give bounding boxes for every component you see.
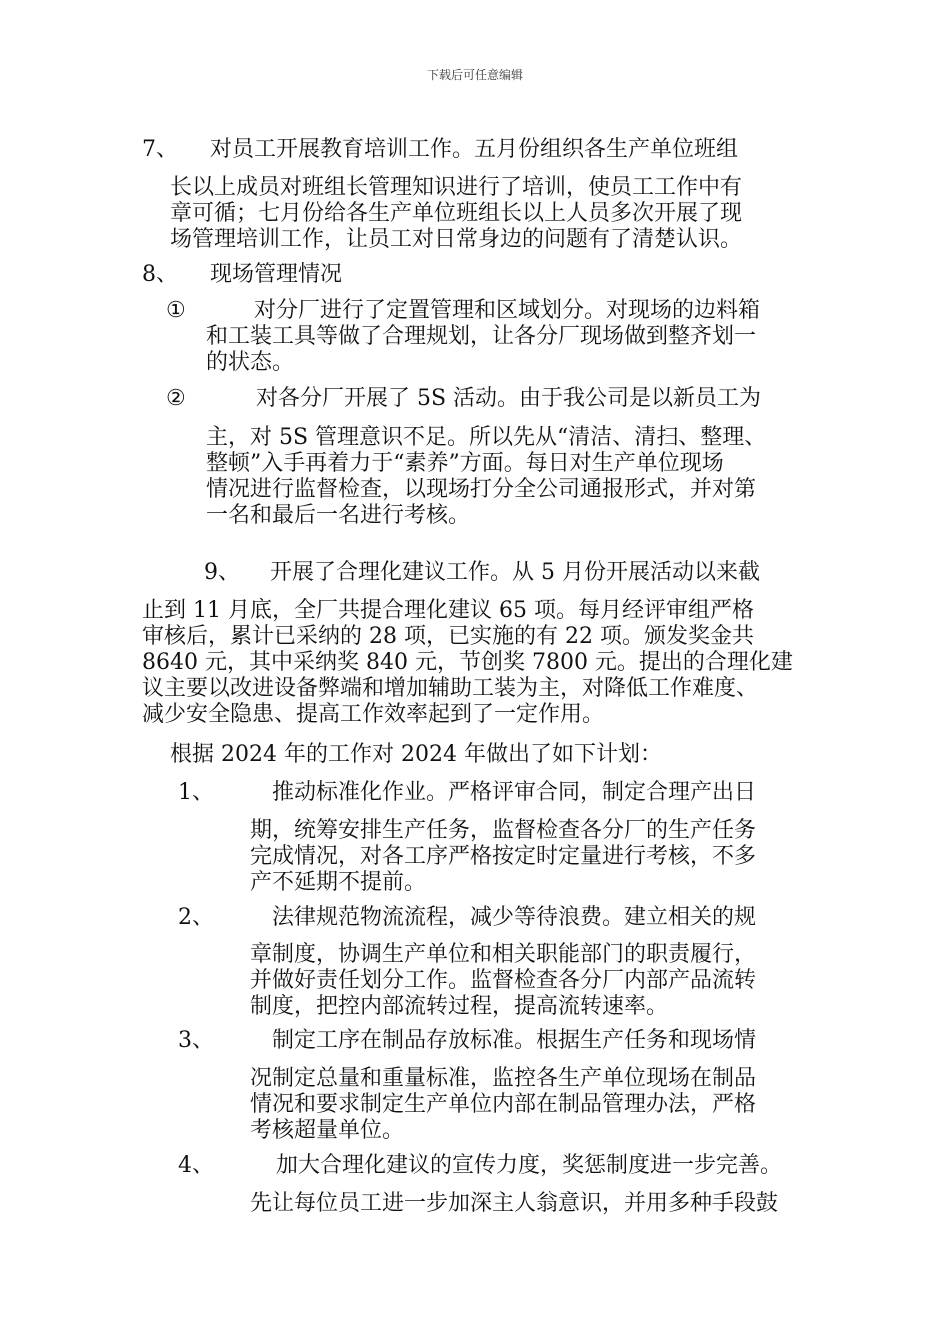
sub-item-1-line: 的状态。 [206,350,295,375]
plan-item-3-line: 情况和要求制定生产单位内部在制品管理办法，严格 [250,1092,757,1117]
plan-item-4-lead: 加大合理化建议的宣传力度，奖惩制度进一步完善。 [276,1153,783,1178]
item-8-title: 现场管理情况 [210,262,343,287]
plan-item-1-body [250,818,756,896]
sub-item-2-line: 情况进行监督检查，以现场打分全公司通报形式，并对第 [206,477,757,502]
plan-item-2-line: 并做好责任划分工作。监督检查各分厂内部产品流转 [250,968,757,993]
plan-item-1-number: 1、 [178,780,214,805]
plan-item-4-body [250,1191,778,1217]
sub-item-2-line: 整顿”入手再着力于“素养”方面。每日对生产单位现场 [206,451,724,476]
plan-item-3-number: 3、 [178,1028,214,1053]
item-7-line: 章可循；七月份给各生产单位班组长以上人员多次开展了现 [170,201,743,226]
item-9-line: 8640 元，其中采纳奖 840 元，节创奖 7800 元。提出的合理化建 [142,650,793,675]
sub-item-2-body [206,425,766,529]
plan-item-2-number: 2、 [178,905,214,930]
item-7-line: 场管理培训工作，让员工对日常身边的问题有了清楚认识。 [170,227,743,252]
sub-item-2-line: 一名和最后一名进行考核。 [206,503,471,528]
sub-item-1-line: 和工装工具等做了合理规划，让各分厂现场做到整齐划一 [206,324,757,349]
sub-item-1-line: 对分厂进行了定置管理和区域划分。对现场的边料箱 [254,298,761,323]
plan-item-2-lead: 法律规范物流流程，减少等待浪费。建立相关的规 [272,905,757,930]
plan-intro: 根据 2024 年的工作对 2024 年做出了如下计划： [170,742,662,767]
plan-item-3-lead: 制定工序在制品存放标准。根据生产任务和现场情 [272,1028,757,1053]
page-header: 下载后可任意编辑 [426,68,523,82]
item-9-body [142,598,793,728]
item-7-body [170,175,742,253]
plan-item-4-line: 先让每位员工进一步加深主人翁意识，并用多种手段鼓 [250,1191,779,1216]
plan-item-3-line: 况制定总量和重量标准，监控各生产单位现场在制品 [250,1066,757,1091]
item-9-line: 审核后，累计已采纳的 28 项，已实施的有 22 项。颁发奖金共 [142,624,754,649]
sub-item-1-number: ① [166,298,186,323]
plan-item-1-line: 产不延期不提前。 [250,870,427,895]
plan-item-2-line: 制度，把控内部流转过程，提高流转速率。 [250,994,669,1019]
item-9-number: 9、 [204,560,240,585]
plan-item-3-body [250,1066,756,1144]
plan-item-3-line: 考核超量单位。 [250,1118,405,1143]
item-8-number: 8、 [142,262,178,287]
plan-item-2-body [250,942,756,1020]
sub-item-2-line: 主，对 5S 管理意识不足。所以先从“清洁、清扫、整理、 [206,425,767,450]
plan-item-2-line: 章制度，协调生产单位和相关职能部门的职责履行， [250,942,757,967]
sub-item-2-number: ② [166,386,186,411]
plan-item-1-lead: 推动标准化作业。严格评审合同，制定合理产出日 [272,780,757,805]
item-9-line: 止到 11 月底，全厂共提合理化建议 65 项。每月经评审组严格 [142,598,754,623]
item-9-line: 议主要以改进设备弊端和增加辅助工装为主，对降低工作难度、 [142,676,759,701]
plan-item-1-line: 期，统筹安排生产任务，监督检查各分厂的生产任务 [250,818,757,843]
item-7-number: 7、 [142,137,178,162]
item-7-line: 长以上成员对班组长管理知识进行了培训，使员工工作中有 [170,175,743,200]
item-9-line: 减少安全隐患、提高工作效率起到了一定作用。 [142,702,605,727]
plan-item-4-number: 4、 [178,1153,214,1178]
item-9-lead: 开展了合理化建议工作。从 5 月份开展活动以来截 [270,560,760,585]
plan-item-1-line: 完成情况，对各工序严格按定时定量进行考核，不多 [250,844,757,869]
sub-item-1-body [206,298,760,376]
item-7-lead: 对员工开展教育培训工作。五月份组织各生产单位班组 [210,137,739,162]
sub-item-2-lead: 对各分厂开展了 5S 活动。由于我公司是以新员工为 [256,386,762,411]
